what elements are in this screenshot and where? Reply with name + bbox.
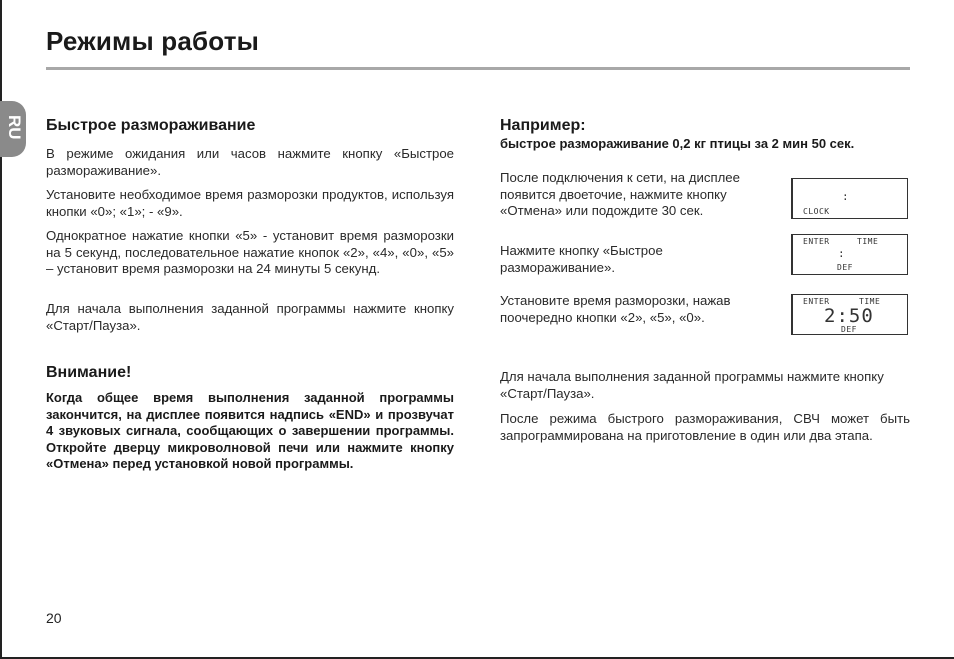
display-clock <box>791 178 908 219</box>
display-def-ready <box>791 234 908 275</box>
display-def-time <box>791 294 908 335</box>
display-label-time: TIME <box>857 237 879 246</box>
language-tab <box>0 101 26 157</box>
display-label-clock: CLOCK <box>803 207 830 216</box>
display-label-def: DEF <box>837 263 853 272</box>
section-title-quick-defrost: Быстрое размораживание <box>46 117 256 134</box>
page-title: Режимы работы <box>46 26 260 56</box>
display-time-value: 2:50 <box>824 305 874 327</box>
left-paragraph-4: Для начала выполнения заданной программы нажмите кнопку «Старт/Пауза». <box>46 301 454 333</box>
left-paragraph-1: В режиме ожидания или часов нажмите кнопку «Быстрое размораживание». <box>46 146 454 178</box>
right-paragraph-start: Для начала выполнения заданной программы нажмите кнопку «Старт/Пауза». <box>500 369 884 401</box>
example-step-2: Нажмите кнопку «Быстрое размораживание». <box>500 243 663 275</box>
attention-text: Когда общее время выполнения заданной программы закончится, на дисплее появится надпись «END» и прозвучат 4 звуковых сигнала, сообщающих о завершении программы. Откройте дверцу микроволновой печи или нажмите кнопку «Отмена» перед установкой новой программы. <box>46 390 454 471</box>
display-label-enter: ENTER <box>803 297 830 306</box>
right-paragraph-after: После режима быстрого размораживания, СВЧ может быть запрограммирована на приготовление в один или два этапа. <box>500 411 910 443</box>
display-label-time: TIME <box>859 297 881 306</box>
example-step-3: Установите время разморозки, нажав поочередно кнопки «2», «5», «0». <box>500 293 731 325</box>
display-colon: : <box>842 190 849 203</box>
left-paragraph-2: Установите необходимое время разморозки продуктов, используя кнопки «0»; «1»; - «9». <box>46 187 454 219</box>
language-label: RU <box>5 115 24 140</box>
display-label-def: DEF <box>841 325 857 334</box>
title-divider <box>46 67 910 70</box>
example-title: Например: <box>500 117 586 134</box>
page-number: 20 <box>46 610 62 626</box>
attention-title: Внимание! <box>46 364 132 381</box>
example-step-1: После подключения к сети, на дисплее появится двоеточие, нажмите кнопку «Отмена» или подождите 30 сек. <box>500 170 740 218</box>
display-label-enter: ENTER <box>803 237 830 246</box>
example-subtitle: быстрое размораживание 0,2 кг птицы за 2 мин 50 сек. <box>500 136 855 151</box>
left-paragraph-3: Однократное нажатие кнопки «5» - установит время разморозки на 5 секунд, последовательное нажатие кнопок «2», «4», «0», «5» – установит время разморозки на 24 минуты 5 секунд. <box>46 228 454 276</box>
display-colon: : <box>838 247 845 260</box>
